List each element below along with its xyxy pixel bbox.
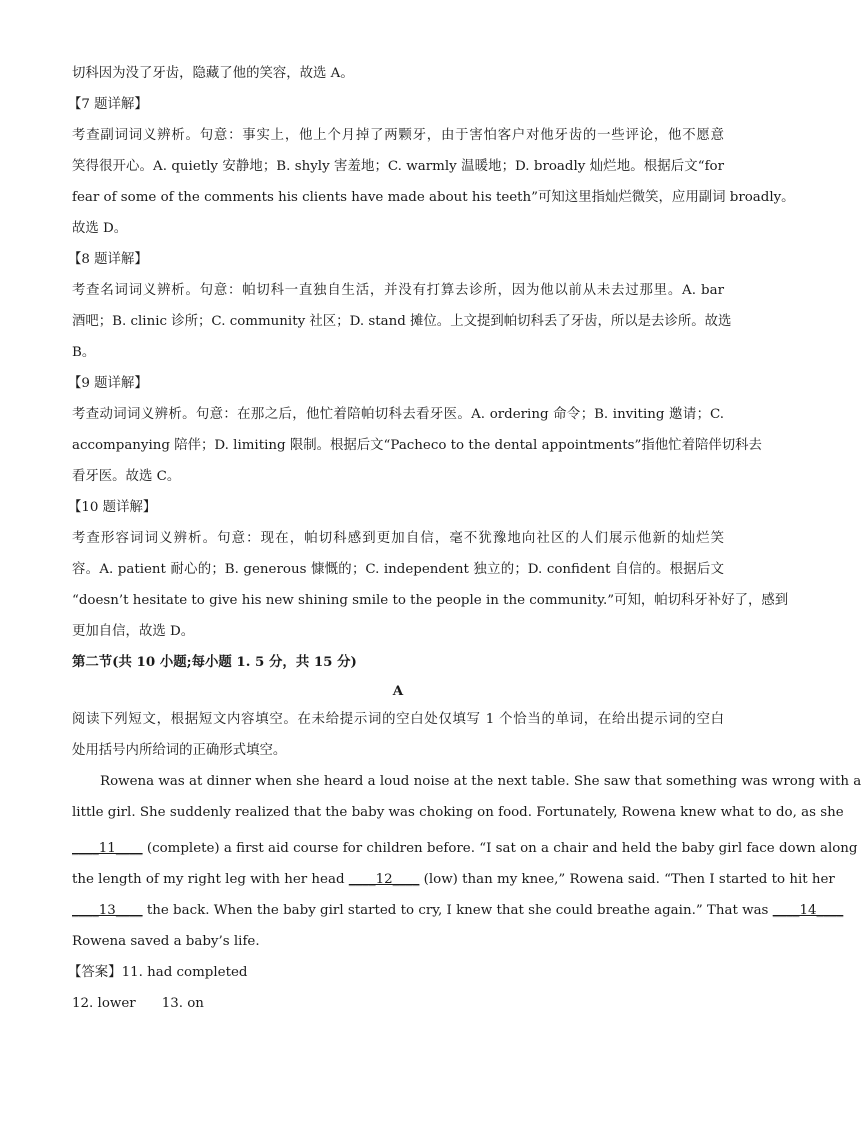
answer-tag: 【答案】 <box>68 965 122 980</box>
text-line: 笑得很开心。A. quietly 安静地；B. shyly 害羞地；C. warmly 温暖地；D. broadly 灿烂地。根据后文“for <box>72 159 724 174</box>
text-line: 考查副词词义辨析。句意：事实上，他上个月掉了两颗牙，由于害怕客户对他牙齿的一些评论，他不愿意 <box>72 128 724 143</box>
text-line: 考查名词词义辨析。句意：帕切科一直独自生活，并没有打算去诊所，因为他以前从未去过那里。A. bar <box>72 283 724 298</box>
answer-line-2 <box>72 988 724 1019</box>
text-line: 故选 D。 <box>72 221 128 236</box>
answer-12: 12. lower <box>72 996 136 1011</box>
document-page <box>68 58 861 828</box>
answer-11: 11. had completed <box>121 965 248 980</box>
text-line: 酒吧；B. clinic 诊所；C. community 社区；D. stand 摊位。上文提到帕切科丢了牙齿，所以是去诊所。故选 <box>72 314 732 329</box>
blank-12: ____12____ <box>348 872 420 887</box>
text-line: “doesn’t hesitate to give his new shining smile to the people in the community.”可知，帕切科牙补好了，感到 <box>72 593 789 608</box>
text-line: 处用括号内所给词的正确形式填空。 <box>72 743 287 758</box>
text-line: 看牙医。故选 C。 <box>72 469 181 484</box>
blank-14: ____14____ <box>772 903 844 918</box>
document-tail <box>68 833 858 1019</box>
blank-13: ____13____ <box>72 903 143 918</box>
text-line: accompanying 陪伴；D. limiting 限制。根据后文“Pacheco to the dental appointments”指他忙着陪伴切科去 <box>72 438 762 453</box>
question-header: 【7 题详解】 <box>68 97 148 112</box>
text-line: 考查形容词词义辨析。句意：现在，帕切科感到更加自信，毫不犹豫地向社区的人们展示他新的灿烂笑 <box>72 531 724 546</box>
text-segment: the length of my right leg with her head <box>72 872 349 887</box>
question-header: 【10 题详解】 <box>68 500 157 515</box>
passage-label: A <box>392 683 404 699</box>
text-segment: (low) than my knee,” Rowena said. “Then I started to hit her <box>419 872 835 887</box>
answer-13: 13. on <box>161 996 204 1011</box>
text-segment: (complete) a first aid course for children before. “I sat on a chair and held the baby girl face down along <box>142 841 858 856</box>
text-line: Rowena was at dinner when she heard a loud noise at the next table. She saw that something was wrong with a <box>100 774 861 789</box>
question-header: 【9 题详解】 <box>68 376 148 391</box>
blank-11: ____11____ <box>72 841 143 856</box>
text-line-blank-12 <box>72 864 835 895</box>
answer-line <box>68 957 724 988</box>
text-line: 更加自信，故选 D。 <box>72 624 195 639</box>
text-line-blank-11 <box>72 833 858 864</box>
text-line: fear of some of the comments his clients have made about his teeth”可知这里指灿烂微笑，应用副词 broadly。 <box>72 190 795 205</box>
text-line: B。 <box>72 345 96 360</box>
text-line: Rowena saved a baby’s life. <box>72 934 260 949</box>
question-header: 【8 题详解】 <box>68 252 148 267</box>
text-line: 切科因为没了牙齿，隐藏了他的笑容，故选 A。 <box>72 66 354 81</box>
text-line: 容。A. patient 耐心的；B. generous 慷慨的；C. independent 独立的；D. confident 自信的。根据后文 <box>72 562 724 577</box>
text-line-blank-13-14 <box>72 895 844 926</box>
text-line: 考查动词词义辨析。句意：在那之后，他忙着陪帕切科去看牙医。A. ordering 命令；B. inviting 邀请；C. <box>72 407 724 422</box>
section-title: 第二节(共 10 小题;每小题 1. 5 分，共 15 分) <box>72 654 357 670</box>
text-segment: the back. When the baby girl started to cry, I knew that she could breathe again.” That was <box>142 903 773 918</box>
text-line: 阅读下列短文，根据短文内容填空。在未给提示词的空白处仅填写 1 个恰当的单词，在给出提示词的空白 <box>72 712 724 727</box>
text-line: little girl. She suddenly realized that the baby was choking on food. Fortunately, Rowena knew what to do, as she <box>72 805 844 820</box>
